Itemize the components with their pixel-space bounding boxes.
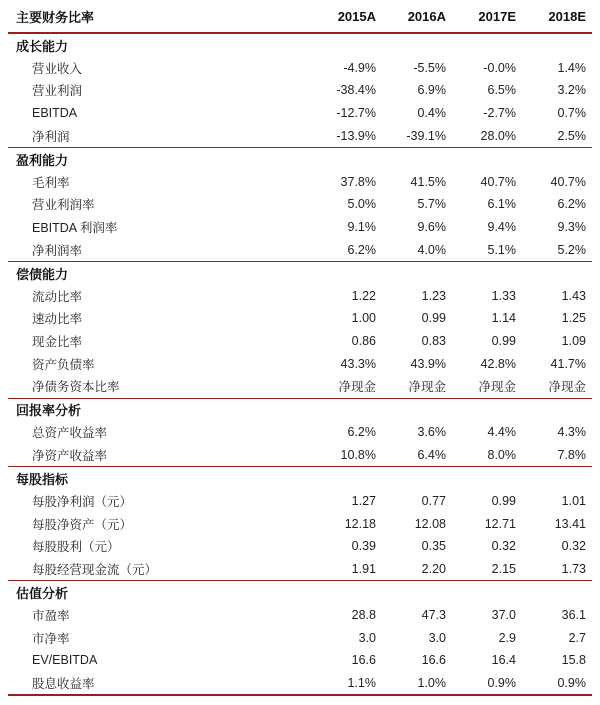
table-cell-value: 0.86	[351, 334, 376, 349]
year-header: 2015A	[337, 8, 376, 24]
table-cell-value: 12.18	[344, 516, 376, 531]
table-row	[8, 421, 592, 444]
table-cell-value: 16.6	[351, 653, 376, 668]
table-cell-value: -39.1%	[406, 128, 446, 143]
table-cell-value: -4.9%	[343, 60, 376, 75]
table-cell-value: 37.0	[491, 608, 516, 623]
table-row	[8, 124, 592, 147]
table-body	[8, 33, 592, 695]
table-cell-value: 8.0%	[487, 447, 516, 462]
table-cell-value: 1.4%	[557, 60, 586, 75]
table-row	[8, 193, 592, 216]
table-header	[8, 0, 592, 33]
table-cell-value: 1.00	[351, 311, 376, 326]
table-cell-value: 1.91	[351, 561, 376, 576]
table-row	[8, 238, 592, 261]
row-label: 营业收入	[32, 61, 83, 76]
table-cell-value: 3.2%	[557, 83, 586, 98]
row-label: 总资产收益率	[32, 426, 108, 441]
table-cell-value: 6.1%	[487, 197, 516, 212]
table-cell-value: 5.0%	[347, 197, 376, 212]
table-cell-value: 0.9%	[522, 672, 592, 696]
row-label: 速动比率	[32, 312, 83, 327]
section-header-row	[8, 261, 592, 284]
table-cell-value: 净现金	[478, 380, 516, 395]
row-label: 市盈率	[32, 609, 70, 624]
row-label: EBITDA 利润率	[32, 221, 118, 236]
table-cell-value: 16.4	[491, 653, 516, 668]
table-cell-value: 4.0%	[417, 242, 446, 257]
row-label: 每股净资产（元）	[32, 517, 133, 532]
row-label: 净利润	[32, 129, 70, 144]
table-cell-value: -13.9%	[336, 128, 376, 143]
table-cell-value: -0.0%	[483, 60, 516, 75]
financial-ratio-table	[8, 0, 592, 696]
table-cell-value: 1.0%	[382, 672, 452, 696]
table-cell-value: 3.0	[428, 630, 446, 645]
table-cell-value: 5.7%	[417, 197, 446, 212]
table-cell-value: 1.25	[561, 311, 586, 326]
table-cell-value: 1.43	[561, 288, 586, 303]
row-label: 市净率	[32, 631, 70, 646]
table-cell-value: 12.71	[484, 516, 516, 531]
table-cell-value: 13.41	[554, 516, 586, 531]
table-cell-value: 0.35	[421, 539, 446, 554]
section-header-row	[8, 467, 592, 490]
row-label: 净债务资本比率	[32, 380, 120, 395]
table-cell-value: 6.9%	[417, 83, 446, 98]
table-row	[8, 604, 592, 627]
row-label: 每股经营现金流（元）	[32, 562, 158, 577]
table-cell-value: 0.83	[421, 334, 446, 349]
table-row	[8, 672, 592, 696]
table-cell-value: 0.9%	[452, 672, 522, 696]
table-row	[8, 171, 592, 194]
table-cell-value: 2.9	[498, 630, 516, 645]
table-row	[8, 307, 592, 330]
table-cell-value: 7.8%	[557, 447, 586, 462]
table-cell-value: 5.2%	[557, 242, 586, 257]
row-label: 净利润率	[32, 243, 83, 258]
row-label: 流动比率	[32, 289, 83, 304]
table-row	[8, 444, 592, 467]
table-cell-value: 9.6%	[417, 220, 446, 235]
table-cell-value: 40.7%	[480, 174, 516, 189]
table-row	[8, 649, 592, 672]
table-cell-value: 3.6%	[417, 425, 446, 440]
table-row	[8, 512, 592, 535]
table-cell-value: 5.1%	[487, 242, 516, 257]
table-row	[8, 57, 592, 80]
table-row	[8, 490, 592, 513]
table-cell-value: 6.2%	[347, 242, 376, 257]
table-row	[8, 352, 592, 375]
year-header: 2017E	[478, 8, 516, 24]
section-title: 盈利能力	[16, 152, 69, 168]
table-cell-value: 1.1%	[312, 672, 382, 696]
table-cell-value: 净现金	[408, 380, 446, 395]
table-cell-value: 6.2%	[557, 197, 586, 212]
table-cell-value: 净现金	[338, 380, 376, 395]
table-cell-value: -12.7%	[336, 106, 376, 121]
table-cell-value: 1.09	[561, 334, 586, 349]
row-label: 每股净利润（元）	[32, 495, 133, 510]
table-title: 主要财务比率	[16, 9, 95, 25]
table-cell-value: 1.33	[491, 288, 516, 303]
table-cell-value: 1.27	[351, 494, 376, 509]
row-label: 现金比率	[32, 335, 83, 350]
table-row	[8, 375, 592, 398]
table-cell-value: 4.3%	[557, 425, 586, 440]
table-cell-value: 9.1%	[347, 220, 376, 235]
table-cell-value: 47.3	[421, 608, 446, 623]
table-cell-value: 1.22	[351, 288, 376, 303]
table-cell-value: 36.1	[561, 608, 586, 623]
table-row	[8, 330, 592, 353]
table-cell-value: 9.4%	[487, 220, 516, 235]
row-label: 资产负债率	[32, 357, 95, 372]
table-cell-value: 0.32	[491, 539, 516, 554]
table-cell-value: 28.8	[351, 608, 376, 623]
table-row	[8, 558, 592, 581]
section-title: 成长能力	[16, 38, 69, 54]
table-cell-value: 28.0%	[480, 128, 516, 143]
table-cell-value: 41.7%	[550, 356, 586, 371]
table-cell-value: 6.5%	[487, 83, 516, 98]
table-cell-value: 0.4%	[417, 106, 446, 121]
table-cell-value: 1.01	[561, 494, 586, 509]
table-cell-value: 41.5%	[410, 174, 446, 189]
section-title: 估值分析	[16, 586, 69, 602]
year-header: 2016A	[407, 8, 446, 24]
row-label: 净资产收益率	[32, 448, 108, 463]
table-row	[8, 626, 592, 649]
row-label: 每股股利（元）	[32, 540, 120, 555]
table-cell-value: 9.3%	[557, 220, 586, 235]
table-row	[8, 79, 592, 102]
year-header: 2018E	[548, 8, 586, 24]
row-label: EBITDA	[32, 106, 78, 121]
table-row	[8, 216, 592, 239]
row-label: 营业利润	[32, 84, 83, 99]
table-cell-value: 43.9%	[410, 356, 446, 371]
row-label: 营业利润率	[32, 198, 95, 213]
table-cell-value: 6.2%	[347, 425, 376, 440]
row-label: EV/EBITDA	[32, 653, 98, 668]
section-title: 每股指标	[16, 472, 69, 488]
table-cell-value: 2.15	[491, 561, 516, 576]
table-cell-value: 3.0	[358, 630, 376, 645]
table-cell-value: 6.4%	[417, 447, 446, 462]
table-cell-value: 10.8%	[340, 447, 376, 462]
table-cell-value: -5.5%	[413, 60, 446, 75]
row-label: 股息收益率	[8, 672, 312, 696]
table-cell-value: 1.14	[491, 311, 516, 326]
table-row	[8, 535, 592, 558]
table-cell-value: 0.99	[491, 334, 516, 349]
table-cell-value: 2.7	[568, 630, 586, 645]
table-cell-value: 1.23	[421, 288, 446, 303]
section-header-row	[8, 33, 592, 57]
section-header-row	[8, 147, 592, 170]
table-cell-value: 0.39	[351, 539, 376, 554]
table-cell-value: -2.7%	[483, 106, 516, 121]
table-cell-value: 40.7%	[550, 174, 586, 189]
section-header-row	[8, 398, 592, 421]
table-cell-value: 0.32	[561, 539, 586, 554]
table-cell-value: 16.6	[421, 653, 446, 668]
section-title: 偿债能力	[16, 266, 69, 282]
table-cell-value: 0.7%	[557, 106, 586, 121]
table-cell-value: 4.4%	[487, 425, 516, 440]
table-cell-value: 1.73	[561, 561, 586, 576]
section-title: 回报率分析	[16, 403, 82, 419]
table-cell-value: 2.5%	[557, 128, 586, 143]
section-header-row	[8, 581, 592, 604]
table-cell-value: 43.3%	[340, 356, 376, 371]
table-cell-value: 0.99	[491, 494, 516, 509]
row-label: 毛利率	[32, 175, 70, 190]
table-cell-value: 0.77	[421, 494, 446, 509]
table-cell-value: 37.8%	[340, 174, 376, 189]
table-cell-value: 0.99	[421, 311, 446, 326]
table-row	[8, 285, 592, 308]
table-cell-value: 15.8	[561, 653, 586, 668]
table-row	[8, 102, 592, 125]
table-cell-value: 12.08	[414, 516, 446, 531]
table-cell-value: -38.4%	[336, 83, 376, 98]
table-cell-value: 2.20	[421, 561, 446, 576]
table-cell-value: 净现金	[548, 380, 586, 395]
table-cell-value: 42.8%	[480, 356, 516, 371]
